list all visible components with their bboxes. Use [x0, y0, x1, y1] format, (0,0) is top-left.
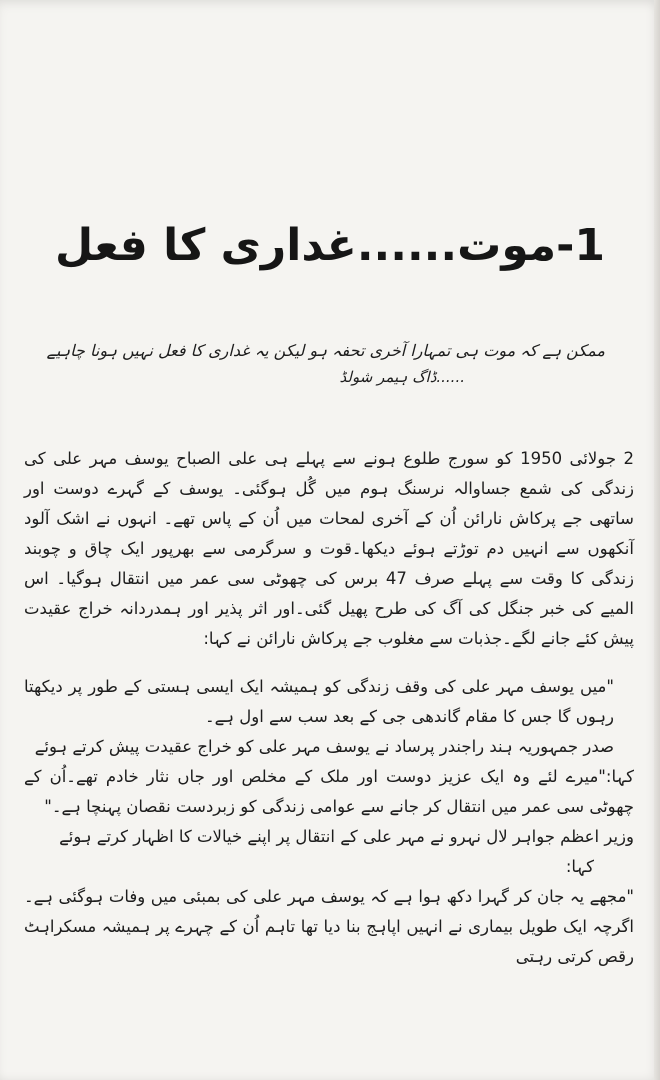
speaker-rajendra-prasad: صدر جمہوریہ ہند راجندر پرساد نے یوسف مہر علی کو خراج عقیدت پیش کرتے ہوئے	[34, 737, 614, 756]
page-edge-shadow	[654, 0, 660, 1080]
said-label: کہا:	[565, 857, 594, 876]
epigraph-quote: ممکن ہے کہ موت ہی تمہارا آخری تحفہ ہو لیکن یہ غداری کا فعل نہیں ہونا چاہیے	[46, 341, 605, 360]
speaker-nehru: وزیر اعظم جواہر لال نہرو نے مہر علی کے انتقال پر اپنے خیالات کا اظہار کرتے ہوئے	[59, 827, 634, 846]
paragraph-opening: 2 جولائی 1950 کو سورج طلوع ہونے سے پہلے ہی علی الصباح یوسف مہر علی کی زندگی کی شمع جساوالہ نرسنگ ہوم میں گُل ہوگئی۔ یوسف کے گہرے دوست اور ساتھی جے پرکاش نارائن اُن کے آخری لمحات میں اُن کے پاس تھے۔ انہوں نے اشک آلود آنکھوں سے انہیں دم توڑتے ہوئے دیکھا۔قوت و سرگرمی سے بھرپور ایک چاق و چوبند زندگی کا وقت سے پہلے صرف 47 برس کی چھوٹی سی عمر میں انتقال ہوگیا۔ اس المیے کی خبر جنگل کی آگ کی طرح پھیل گئی۔اور اثر پذیر اور ہمدردانہ خراج عقیدت پیش کئے جانے لگے۔جذبات سے مغلوب جے پرکاش نارائن نے کہا:	[24, 449, 635, 648]
body-text	[24, 444, 634, 972]
quote-nehru: "مجھے یہ جان کر گہرا دکھ ہوا ہے کہ یوسف مہر علی کی بمبئی میں وفات ہوگئی ہے۔ اگرچہ ایک طویل بیماری نے انہیں اپاہج بنا دیا تھا تاہم اُن کے چہرے پر ہمیشہ مسکراہٹ رقص کرتی رہتی	[24, 887, 634, 966]
epigraph-author: ......ڈاگ ہیمر شولڈ	[339, 368, 465, 386]
quote-jp-narayan: "میں یوسف مہر علی کی وقف زندگی کو ہمیشہ ایک ایسی ہستی کے طور پر دیکھتا رہوں گا جس کا مقام گاندھی جی کے بعد سب سے اول ہے۔	[24, 677, 614, 726]
quote-rajendra-prasad: کہا:"میرے لئے وہ ایک عزیز دوست اور ملک کے مخلص اور جاں نثار خادم تھے۔اُن کے چھوٹی سی عمر میں انتقال کر جانے سے عوامی زندگی کو زبردست نقصان پہنچا ہے۔"	[24, 767, 634, 816]
chapter-title: 1-موت......غداری کا فعل	[54, 220, 606, 271]
